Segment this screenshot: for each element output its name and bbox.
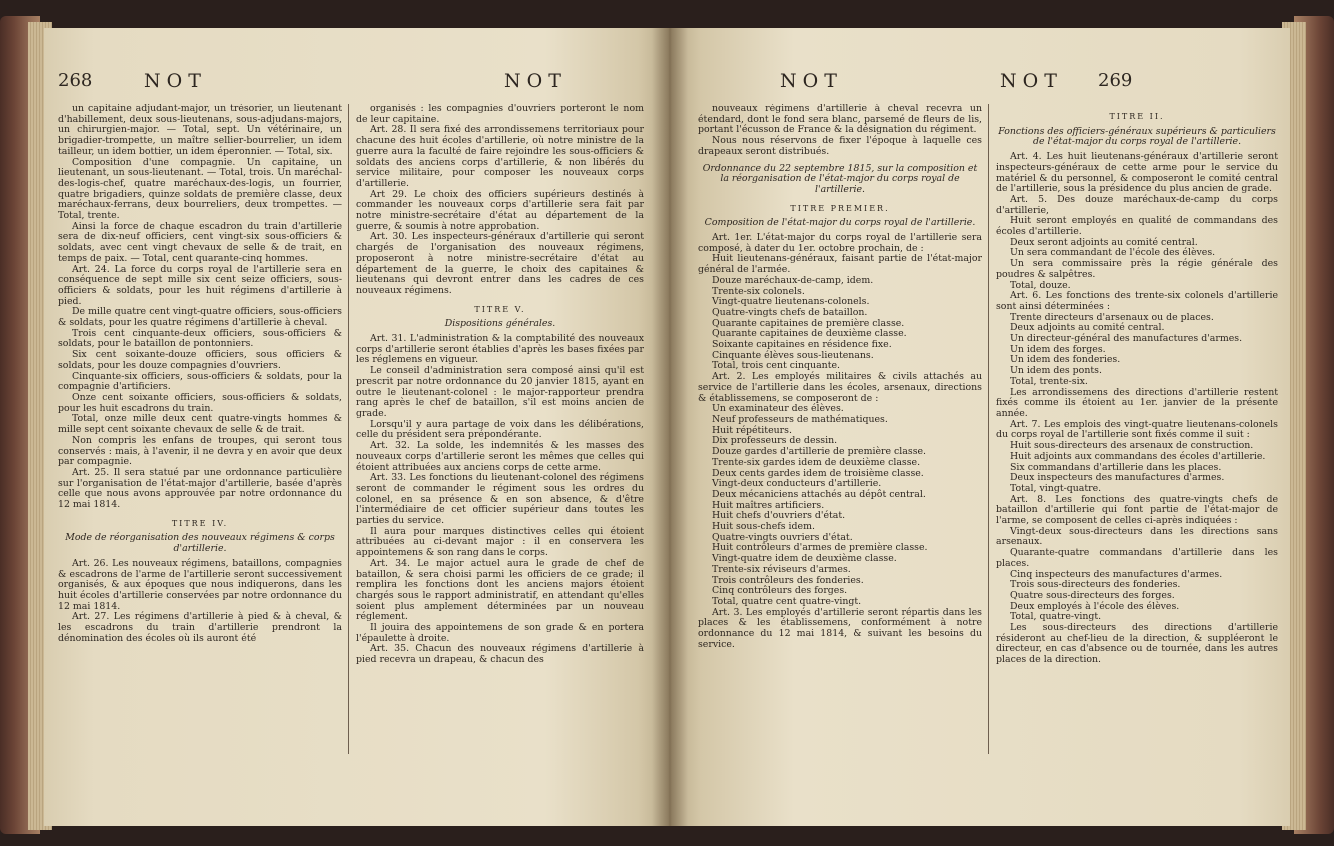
paragraph: Il jouira des appointemens de son grade & en portera l'épaulette à droite. [356,622,644,644]
paragraph: Vingt-quatre lieutenans-colonels. [712,296,870,308]
paragraph: Un examinateur des élèves. [712,403,844,415]
ordonnance-heading: Ordonnance du 22 septembre 1815, sur la composition et la réorganisation de l'état-major du corps royal de l'artillerie. [702,162,978,195]
titre-ii-subtitle: Fonctions des officiers-généraux supérieurs & particuliers de l'état-major du corps royal de l'artillerie. [998,125,1276,148]
paragraph: Un idem des forges. [1010,343,1106,355]
paragraph: Un idem des fonderies. [1010,354,1121,366]
paragraph: Six cent soixante-douze officiers, sous officiers & soldats, pour les douze compagnies d'ouvriers. [58,349,342,371]
paragraph: Non compris les enfans de troupes, qui seront tous conservés : mais, à l'avenir, il ne devra y en avoir que deux par compagnie. [58,434,342,468]
paragraph: Ainsi la force de chaque escadron du train d'artillerie sera de dix-neuf officiers, cent vingt-six sous-officiers & soldats, avec cent vingt chevaux de selle & de trait, en temps de paix. — Total, cent quarante-cinq hommes. [58,220,342,264]
paragraph: Douze maréchaux-de-camp, idem. [712,274,874,286]
right-column-2 [996,104,1278,754]
paragraph: Art. 3. Les employés d'artillerie seront répartis dans les places & les établissemens, conformément à notre ordonnance du 12 mai 1814, & suivant les besoins du service. [698,606,982,650]
titre-premier-subtitle: Composition de l'état-major du corps royal de l'artillerie. [704,217,976,229]
paragraph: Art. 33. Les fonctions du lieutenant-colonel des régimens seront de commander le régiment sous les ordres du colonel, en sa présence & en son absence, & d'être l'intermédiaire de cet officier supérieur dans toutes les parties du service. [356,472,644,527]
paragraph: Huit seront employés en qualité de commandans des écoles d'artillerie. [996,215,1278,238]
paragraph: Trente-six gardes idem de deuxième classe. [712,456,921,468]
paragraph: Les sous-directeurs des directions d'artillerie résideront au chef-lieu de la direction, & suppléeront le directeur, en cas d'absence ou de tournée, dans les autres places de la direction. [996,622,1278,666]
paragraph: Il aura pour marques distinctives celles qui étoient attribuées au ci-devant major : il en conservera les appointemens & son rang dans le corps. [356,525,644,559]
paragraph: Art. 4. Les huit lieutenans-généraux d'artillerie seront inspecteurs-généraux de cette arme pour le service du matériel & du personnel, & composeront le comité central de l'artillerie, sous la présidence du plus ancien de grade. [996,151,1278,195]
paragraph: nouveaux régimens d'artillerie à cheval recevra un étendard, dont le fond sera blanc, parsemé de fleurs de lis, portant l'écusson de France & la désignation du régiment. [698,104,982,136]
paragraph: Huit sous-directeurs des arsenaux de construction. [1010,440,1254,452]
book-gutter [652,28,688,826]
paragraph: Huit chefs d'ouvriers d'état. [712,510,846,522]
paragraph: Neuf professeurs de mathématiques. [712,413,888,425]
page-number-left: 268 [58,70,93,91]
paragraph: organisés : les compagnies d'ouvriers porteront le nom de leur capitaine. [356,104,644,125]
paragraph: Total, trente-six. [1010,375,1088,387]
page-number-right: 269 [1098,70,1133,91]
paragraph: Dix professeurs de dessin. [712,435,838,447]
paragraph: Quatre sous-directeurs des forges. [1010,589,1175,601]
paragraph: Huit adjoints aux commandans des écoles d'artillerie. [1010,450,1266,462]
titre-v-subtitle: Dispositions générales. [444,318,556,330]
paragraph: Quarante-quatre commandans d'artillerie dans les places. [996,547,1278,569]
titre-iv: TITRE IV. [171,518,229,528]
paragraph: Art. 1er. L'état-major du corps royal de l'artillerie sera composé, à dater du 1er. octobre prochain, de : [698,232,982,254]
paragraph: Vingt-quatre idem de deuxième classe. [712,553,897,565]
column-rule-left [348,104,349,754]
paragraph: Art. 34. Le major actuel aura le grade de chef de bataillon, & sera choisi parmi les officiers de ce grade; il remplira les fonctions dont les anciens majors étoient chargés sous le rapport administratif, en attendant qu'elles soient plus amplement déterminées par un nouveau réglement. [356,557,644,623]
paragraph: Art. 7. Les emplois des vingt-quatre lieutenans-colonels du corps royal de l'artillerie sont fixés comme il suit : [996,418,1278,441]
paragraph: Un directeur-général des manufactures d'armes. [1010,333,1243,345]
paragraph: Huit répétiteurs. [712,424,792,436]
paragraph: Quatre-vingts chefs de bataillon. [712,306,868,318]
paragraph: un capitaine adjudant-major, un trésorier, un lieutenant d'habillement, deux sous-lieutenans, sous-adjudans-majors, un chirurgien-major. — Total, sept. Un vétérinaire, un brigadier-trompette, un maître sellier-bourrelier, un idem tailleur, un idem bottier, un idem éperonnier. — Total, six. [58,104,342,157]
paragraph: Art. 28. Il sera fixé des arrondissemens territoriaux pour chacune des huit écoles d'artillerie, où notre ministre de la guerre aura la faculté de faire rejoindre les sous-officiers & soldats des anciens corps d'artillerie, & non libérés du service militaire, pour composer les nouveaux corps d'artillerie. [356,124,644,189]
paragraph: Un sera commandant de l'école des élèves. [1010,247,1216,259]
paragraph: Huit maîtres artificiers. [712,499,825,511]
paragraph: Cinq contrôleurs des forges. [712,585,848,597]
titre-premier: TITRE PREMIER. [790,203,890,213]
paragraph: Vingt-deux conducteurs d'artillerie. [712,478,882,490]
paragraph: Total, quatre-vingt. [1010,611,1102,623]
paragraph: Soixante capitaines en résidence fixe. [712,339,892,351]
right-column-1 [698,104,982,754]
paragraph: Art. 27. Les régimens d'artillerie à pied & à cheval, & les escadrons du train d'artillerie prendront la dénomination des écoles où ils auront été [58,611,342,644]
paragraph: Total, quatre cent quatre-vingt. [712,595,862,607]
paragraph: Deux adjoints au comité central. [1010,322,1165,334]
paragraph: Huit lieutenans-généraux, faisant partie de l'état-major général de l'armée. [698,253,982,276]
paragraph: Art. 26. Les nouveaux régimens, bataillons, compagnies & escadrons de l'arme de l'artillerie seront successivement organisés, & aux époques que nous indiquerons, dans les huit écoles d'artillerie conservées par notre ordonnance du 12 mai 1814. [58,557,342,612]
paragraph: Total, vingt-quatre. [1010,482,1102,494]
paragraph: Trente-six réviseurs d'armes. [712,563,851,575]
titre-iv-subtitle: Mode de réorganisation des nouveaux régimens & corps d'artillerie. [65,532,335,555]
paragraph: Composition d'une compagnie. Un capitaine, un lieutenant, un sous-lieutenant. — Total, trois. Un maréchal-des-logis-chef, quatre maréchaux-des-logis, un fourrier, quatre brigadiers, quinze soldats de première classe, deux maréchaux-ferrans, deux bourreliers, deux trompettes. — Total, trente. [58,156,342,222]
paragraph: Cinquante-six officiers, sous-officiers & soldats, pour la compagnie d'artificiers. [58,370,342,393]
left-column-1 [58,104,342,754]
paragraph: Art. 31. L'administration & la comptabilité des nouveaux corps d'artillerie seront établies d'après les bases fixées par les réglemens en vigueur. [356,333,644,366]
paragraph: Trois sous-directeurs des fonderies. [1010,579,1181,591]
paragraph: Trente directeurs d'arsenaux ou de places. [1010,311,1214,323]
paragraph: Trois cent cinquante-deux officiers, sous-officiers & soldats, pour le bataillon de pontonniers. [58,327,342,350]
paragraph: Quarante capitaines de deuxième classe. [712,328,907,340]
paragraph: Total, douze. [1010,279,1071,291]
paragraph: Art. 30. Les inspecteurs-généraux d'artillerie qui seront chargés de l'organisation des nouveaux régimens, proposeront à notre ministre-secrétaire d'état au département de la guerre, le choix des capitaines & lieutenans qui devront entrer dans les cadres de ces nouveaux régimens. [356,231,644,296]
paragraph: Lorsqu'il y aura partage de voix dans les délibérations, celle du président sera prépondérante. [356,418,644,441]
paragraph: Cinquante élèves sous-lieutenans. [712,349,874,361]
paragraph: Art. 6. Les fonctions des trente-six colonels d'artillerie sont ainsi déterminées : [996,290,1278,312]
paragraph: Huit sous-chefs idem. [712,521,815,533]
paragraph: Onze cent soixante officiers, sous-officiers & soldats, pour les huit escadrons du train. [58,391,342,414]
paragraph: Art. 24. La force du corps royal de l'artillerie sera en conséquence de sept mille six cent seize officiers, sous-officiers & soldats, pour les huit régimens d'artillerie à pied. [58,263,342,307]
running-head-right-1: NOT [780,70,843,92]
paragraph: Le conseil d'administration sera composé ainsi qu'il est prescrit par notre ordonnance du 20 janvier 1815, ayant en outre le lieutenant-colonel : le major-rapporteur prendra rang après le chef de bataillon, s'il est moins ancien de grade. [356,365,644,419]
titre-ii: TITRE II. [1109,112,1165,121]
paragraph: Art 29. Le choix des officiers supérieurs destinés à commander les nouveaux corps d'artillerie sera fait par notre ministre-secrétaire d'état au département de la guerre, & soumis à notre approbation. [356,188,644,232]
paragraph: Deux employés à l'école des élèves. [1010,600,1180,612]
paragraph: Trente-six colonels. [712,285,805,297]
paragraph: Art. 35. Chacun des nouveaux régimens d'artillerie à pied recevra un drapeau, & chacun des [356,643,644,666]
paragraph: Total, onze mille deux cent quatre-vingts hommes & mille sept cent soixante chevaux de selle & de trait. [58,413,342,436]
column-rule-right [988,104,989,754]
paragraph: Deux mécaniciens attachés au dépôt central. [712,488,926,500]
paragraph: Nous nous réservons de fixer l'époque à laquelle ces drapeaux seront distribués. [698,135,982,157]
titre-v: TITRE V. [474,304,526,314]
paragraph: Art. 32. La solde, les indemnités & les masses des nouveaux corps d'artillerie seront les mêmes que celles qui étoient attribuées aux anciens corps de cette arme. [356,440,644,473]
paragraph: Vingt-deux sous-directeurs dans les directions sans arsenaux. [996,525,1278,548]
paragraph: Total, trois cent cinquante. [712,360,840,372]
paragraph: Trois contrôleurs des fonderies. [712,574,864,586]
paragraph: Six commandans d'artillerie dans les places. [1010,461,1222,473]
right-page [670,28,1290,826]
paragraph: Cinq inspecteurs des manufactures d'armes. [1010,568,1223,580]
running-head-left-2: NOT [504,70,567,92]
left-column-2 [356,104,644,754]
paragraph: Art. 2. Les employés militaires & civils attachés au service de l'artillerie dans les écoles, arsenaux, directions & établissemens, se composeront de : [698,371,982,404]
running-head-left-1: NOT [144,70,207,92]
paragraph: De mille quatre cent vingt-quatre officiers, sous-officiers & soldats, pour les quatre régimens d'artillerie à cheval. [58,306,342,329]
paragraph: Quarante capitaines de première classe. [712,317,905,329]
paragraph: Art. 5. Des douze maréchaux-de-camp du corps d'artillerie, [996,193,1278,216]
paragraph: Deux seront adjoints au comité central. [1010,236,1198,248]
paragraph: Deux cents gardes idem de troisième classe. [712,467,924,479]
left-page [44,28,670,826]
paragraph: Douze gardes d'artillerie de première classe. [712,446,927,458]
running-head-right-2: NOT [1000,70,1063,92]
paragraph: Huit contrôleurs d'armes de première classe. [712,542,928,554]
paragraph: Les arrondissemens des directions d'artillerie restent fixés comme ils étoient au 1er. janvier de la présente année. [996,386,1278,419]
paragraph: Un idem des ponts. [1010,365,1102,377]
paragraph: Un sera commissaire près la régie générale des poudres & salpêtres. [996,258,1278,280]
paragraph: Deux inspecteurs des manufactures d'armes. [1010,472,1225,484]
paragraph: Quatre-vingts ouvriers d'état. [712,531,853,543]
paragraph: Art. 25. Il sera statué par une ordonnance particulière sur l'organisation de l'état-major d'artillerie, basée d'après celle que nous avons approuvée par notre ordonnance du 12 mai 1814. [58,466,342,511]
paragraph: Art. 8. Les fonctions des quatre-vingts chefs de bataillon d'artillerie qui font partie de l'état-major de l'arme, se composent de celles ci-après indiquées : [996,493,1278,527]
